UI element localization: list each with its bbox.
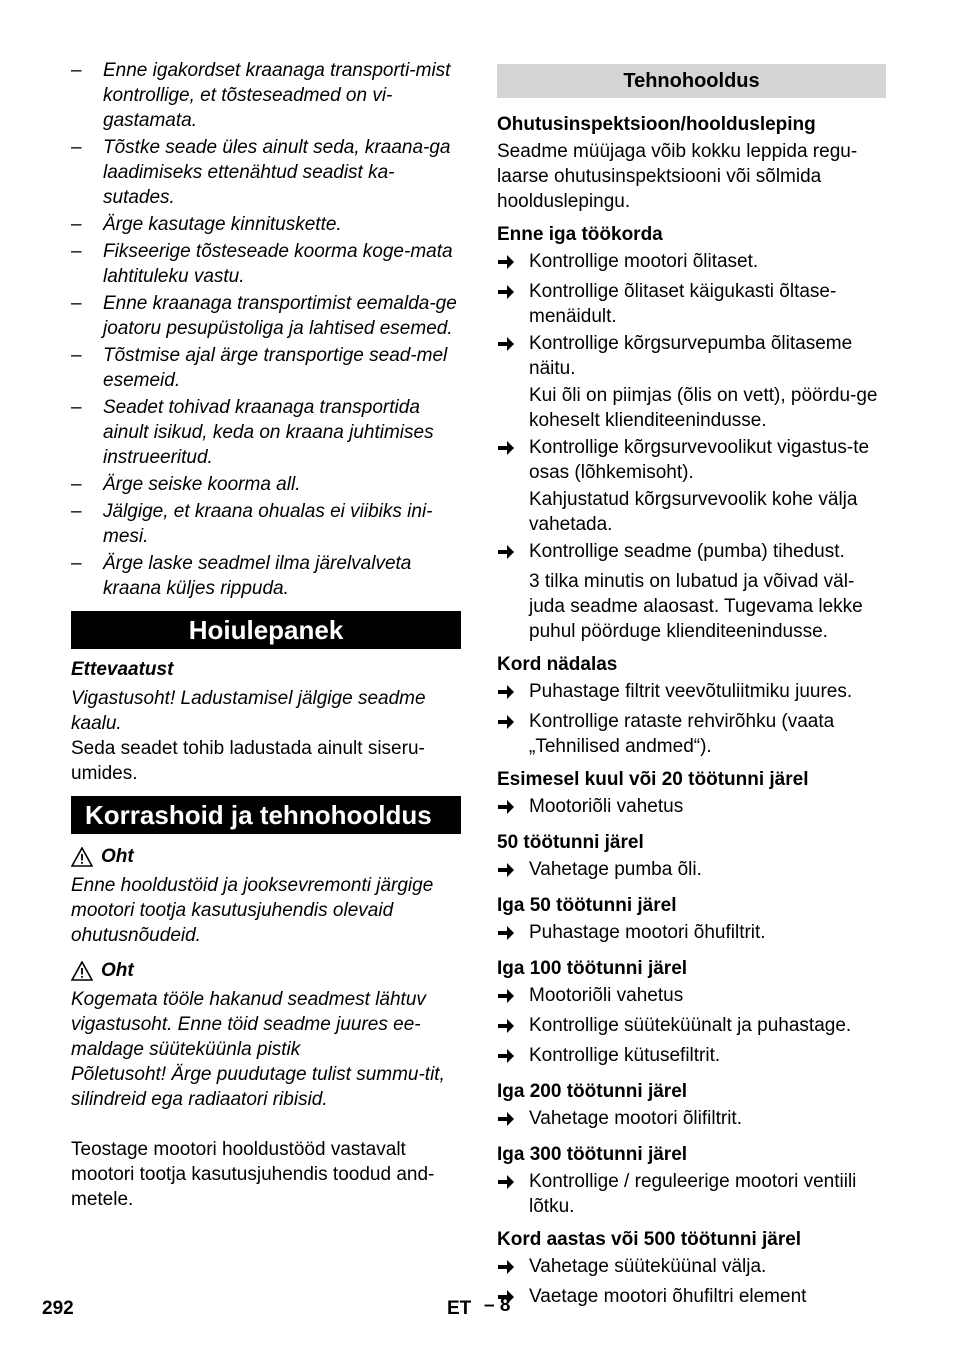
warning-label: Oht bbox=[101, 846, 134, 867]
list-item bbox=[497, 983, 886, 1011]
list-item-text: Vahetage süüteküünal välja. bbox=[529, 1256, 767, 1277]
arrow-right-icon bbox=[497, 1169, 529, 1219]
section-title: 50 töötunni järel bbox=[497, 832, 644, 853]
section-every-100 bbox=[497, 956, 886, 1071]
section-contract bbox=[497, 112, 886, 214]
list-item-text: Kontrollige kõrgsurvevoolikut vigastus-te osas (lõhkemisoht). bbox=[529, 437, 870, 483]
list-item-text: Kontrollige kütusefiltrit. bbox=[529, 1045, 721, 1066]
dash-bullet: – bbox=[71, 214, 82, 235]
check-list bbox=[497, 857, 886, 885]
warning-text: Enne hooldustöid ja jooksevremonti järgige mootori tootja kasutusjuhendis olevaid ohutusnõudeid. bbox=[71, 875, 434, 946]
list-item-text: Puhastage mootori õhufiltrit. bbox=[529, 922, 766, 943]
section-every-300 bbox=[497, 1142, 886, 1219]
list-item bbox=[71, 212, 461, 237]
list-item bbox=[497, 249, 886, 277]
list-item-text: Vahetage pumba õli. bbox=[529, 859, 702, 880]
list-item bbox=[497, 435, 886, 485]
list-item-text: Kontrollige rataste rehvirõhku (vaata „Tehnilised andmed“). bbox=[529, 711, 835, 757]
section-title: Esimesel kuul või 20 töötunni järel bbox=[497, 769, 809, 790]
arrow-right-icon bbox=[497, 1013, 529, 1041]
list-item bbox=[497, 920, 886, 948]
dash-bullet: – bbox=[71, 397, 82, 418]
list-item-text: Jälgige, et kraana ohualas ei viibiks ini-mesi. bbox=[103, 501, 433, 547]
section-heading-service: Tehnohooldus bbox=[497, 64, 886, 98]
section-after-50 bbox=[497, 830, 886, 885]
list-item-note: Kahjustatud kõrgsurvevoolik kohe välja vahetada. bbox=[529, 489, 858, 535]
section-text: Seadme müüjaga võib kokku leppida regu-laarse ohutusinspektsiooni või sõlmida hoolduslepingu. bbox=[497, 141, 858, 212]
arrow-right-icon bbox=[497, 983, 529, 1011]
list-item-text: Ärge kasutage kinnituskette. bbox=[103, 214, 342, 235]
language-code: ET bbox=[447, 1298, 472, 1319]
list-item-text: Puhastage filtrit veevõtuliitmiku juures. bbox=[529, 681, 853, 702]
warning-triangle-icon bbox=[71, 847, 93, 867]
list-item-note: 3 tilka minutis on lubatud ja võivad väl-juda seadme alaosast. Tugevama lekke puhul pöörduge klienditeenindusse. bbox=[529, 571, 863, 642]
list-item bbox=[71, 135, 461, 210]
check-list bbox=[497, 794, 886, 822]
list-item bbox=[497, 679, 886, 707]
list-item bbox=[497, 539, 886, 567]
list-item bbox=[497, 1043, 886, 1071]
list-item-text: Kontrollige õlitaset käigukasti õltase-menäidult. bbox=[529, 281, 837, 327]
list-item bbox=[497, 1169, 886, 1219]
list-item-text: Ärge seiske koorma all. bbox=[103, 474, 301, 495]
section-heading-maintenance: Korrashoid ja tehnohooldus bbox=[71, 796, 461, 834]
crane-safety-list bbox=[71, 58, 461, 601]
right-column bbox=[497, 64, 886, 1314]
dash-bullet: – bbox=[71, 137, 82, 158]
check-list bbox=[497, 1106, 886, 1134]
dash-bullet: – bbox=[71, 293, 82, 314]
arrow-right-icon bbox=[497, 920, 529, 948]
list-item-text: Vaetage mootori õhufiltri element bbox=[529, 1286, 807, 1307]
list-item-note: Kui õli on piimjas (õlis on vett), pöördu-ge koheselt klienditeenindusse. bbox=[529, 385, 878, 431]
list-item-text: Kontrollige / reguleerige mootori ventiili lõtku. bbox=[529, 1171, 857, 1217]
arrow-right-icon bbox=[497, 709, 529, 759]
section-title: Kord aastas või 500 töötunni järel bbox=[497, 1229, 802, 1250]
list-item bbox=[497, 279, 886, 329]
arrow-right-icon bbox=[497, 1106, 529, 1134]
list-item bbox=[497, 1013, 886, 1041]
section-first-month bbox=[497, 767, 886, 822]
warning-heading bbox=[71, 958, 461, 983]
section-every-50 bbox=[497, 893, 886, 948]
dash-bullet: – bbox=[71, 501, 82, 522]
section-title: Ohutusinspektsioon/hooldusleping bbox=[497, 114, 816, 135]
arrow-right-icon bbox=[497, 331, 529, 381]
section-title: Kord nädalas bbox=[497, 654, 618, 675]
arrow-right-icon bbox=[497, 435, 529, 485]
arrow-right-icon bbox=[497, 249, 529, 277]
list-item-text: Vahetage mootori õlifiltrit. bbox=[529, 1108, 742, 1129]
list-item bbox=[71, 291, 461, 341]
list-item-text: Fikseerige tõsteseade koorma koge-mata lahtituleku vastu. bbox=[103, 241, 453, 287]
list-item-text: Ärge laske seadmel ilma järelvalveta kraana küljes rippuda. bbox=[103, 553, 412, 599]
list-item bbox=[71, 395, 461, 470]
warning-triangle-icon bbox=[71, 961, 93, 981]
section-title: Iga 200 töötunni järel bbox=[497, 1081, 688, 1102]
section-title: Iga 300 töötunni järel bbox=[497, 1144, 688, 1165]
list-item-text: Mootoriõli vahetus bbox=[529, 985, 684, 1006]
list-item bbox=[497, 1284, 886, 1312]
section-page-number: – 8 bbox=[484, 1295, 511, 1316]
list-item-text: Enne igakordset kraanaga transporti-mist kontrollige, et tõsteseadmed on vi-gastamata. bbox=[103, 60, 451, 131]
section-every-200 bbox=[497, 1079, 886, 1134]
check-list bbox=[497, 539, 886, 567]
list-item-text: Seadet tohivad kraanaga transportida ainult isikud, keda on kraana juhtimises instrueeritud. bbox=[103, 397, 434, 468]
section-yearly bbox=[497, 1227, 886, 1312]
list-item-text: Kontrollige mootori õlitaset. bbox=[529, 251, 759, 272]
arrow-right-icon bbox=[497, 794, 529, 822]
caution-text: Vigastusoht! Ladustamisel jälgige seadme kaalu. bbox=[71, 688, 426, 734]
storage-text: Seda seadet tohib ladustada ainult siseru-umides. bbox=[71, 738, 425, 784]
list-item-text: Mootoriõli vahetus bbox=[529, 796, 684, 817]
check-list bbox=[497, 1254, 886, 1312]
list-item bbox=[71, 343, 461, 393]
warning-text: Põletusoht! Ärge puudutage tulist summu-tit, silindreid ega radiaatori ribisid. bbox=[71, 1064, 445, 1110]
list-item bbox=[71, 472, 461, 497]
list-item bbox=[497, 857, 886, 885]
check-list bbox=[497, 249, 886, 381]
list-item bbox=[497, 331, 886, 381]
list-item-text: Tõstke seade üles ainult seda, kraana-ga laadimiseks ettenähtud seadist ka-sutades. bbox=[103, 137, 451, 208]
dash-bullet: – bbox=[71, 60, 82, 81]
dash-bullet: – bbox=[71, 553, 82, 574]
section-weekly bbox=[497, 652, 886, 759]
dash-bullet: – bbox=[71, 345, 82, 366]
check-list bbox=[497, 435, 886, 485]
caution-label: Ettevaatust bbox=[71, 659, 174, 680]
warning-heading bbox=[71, 844, 461, 869]
list-item bbox=[71, 499, 461, 549]
check-list bbox=[497, 983, 886, 1071]
arrow-right-icon bbox=[497, 679, 529, 707]
section-title: Iga 100 töötunni järel bbox=[497, 958, 688, 979]
page-number: 292 bbox=[42, 1298, 74, 1319]
list-item bbox=[497, 1106, 886, 1134]
list-item bbox=[71, 551, 461, 601]
check-list bbox=[497, 679, 886, 759]
list-item-text: Kontrollige süüteküünalt ja puhastage. bbox=[529, 1015, 852, 1036]
list-item-text: Tõstmise ajal ärge transportige sead-mel esemeid. bbox=[103, 345, 448, 391]
dash-bullet: – bbox=[71, 474, 82, 495]
arrow-right-icon bbox=[497, 539, 529, 567]
list-item bbox=[497, 1254, 886, 1282]
list-item bbox=[497, 709, 886, 759]
section-before-each bbox=[497, 222, 886, 644]
list-item bbox=[71, 239, 461, 289]
dash-bullet: – bbox=[71, 241, 82, 262]
arrow-right-icon bbox=[497, 857, 529, 885]
maintenance-text: Teostage mootori hooldustööd vastavalt mootori tootja kasutusjuhendis toodud and-metele. bbox=[71, 1139, 435, 1210]
section-title: Enne iga töökorda bbox=[497, 224, 663, 245]
check-list bbox=[497, 920, 886, 948]
arrow-right-icon bbox=[497, 279, 529, 329]
list-item bbox=[497, 794, 886, 822]
list-item-text: Kontrollige kõrgsurvepumba õlitaseme näitu. bbox=[529, 333, 853, 379]
arrow-right-icon bbox=[497, 1254, 529, 1282]
list-item bbox=[71, 58, 461, 133]
check-list bbox=[497, 1169, 886, 1219]
arrow-right-icon bbox=[497, 1043, 529, 1071]
warning-text: Kogemata tööle hakanud seadmest lähtuv vigastusoht. Enne töid seadme juures ee-maldage süüteküünla pistik bbox=[71, 989, 426, 1060]
warning-label: Oht bbox=[101, 960, 134, 981]
left-column bbox=[71, 58, 461, 1212]
section-heading-storage: Hoiulepanek bbox=[71, 611, 461, 649]
list-item-text: Enne kraanaga transportimist eemalda-ge joatoru pesupüstoliga ja lahtised esemed. bbox=[103, 293, 457, 339]
section-title: Iga 50 töötunni järel bbox=[497, 895, 677, 916]
list-item-text: Kontrollige seadme (pumba) tihedust. bbox=[529, 541, 845, 562]
